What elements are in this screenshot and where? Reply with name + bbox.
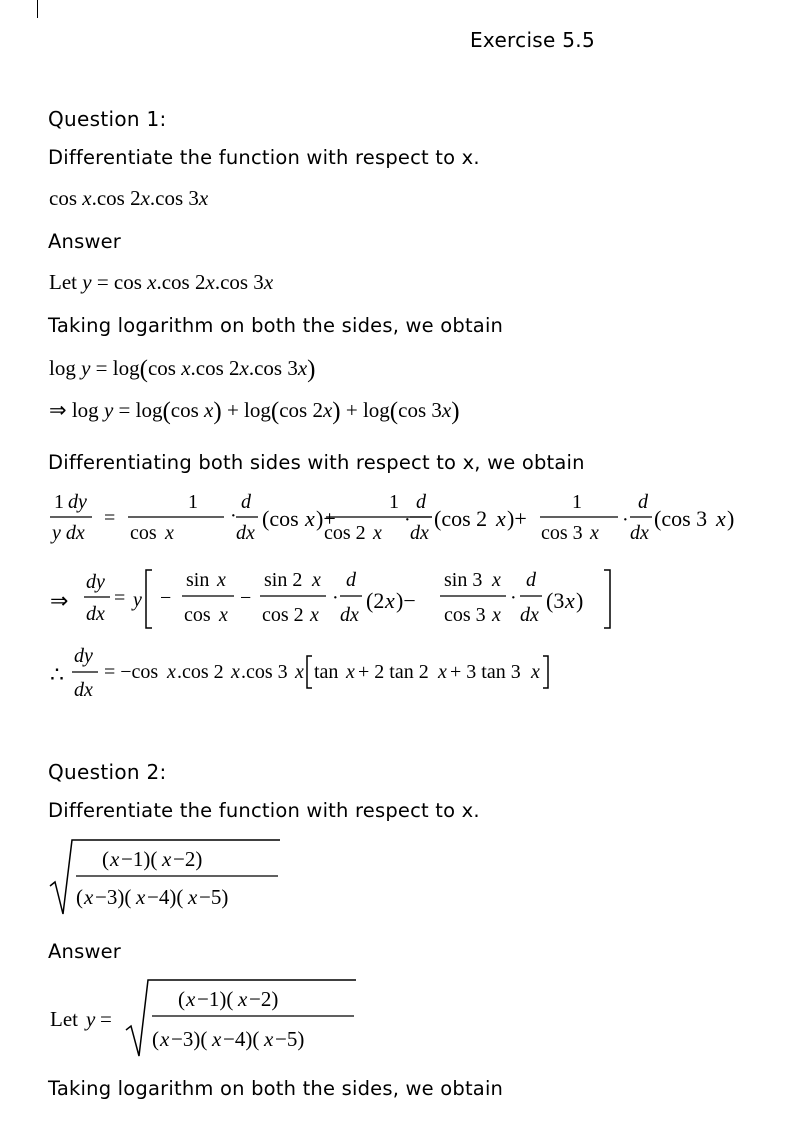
svg-text:cos 3: cos 3 [541,522,583,544]
svg-text:1: 1 [572,491,582,513]
svg-text:x: x [565,588,575,613]
question-2-prompt: Differentiate the function with respect to x. [48,799,480,822]
svg-text:x: x [716,506,726,531]
svg-text:x: x [160,1027,170,1051]
svg-text:sin 2: sin 2 [264,569,303,591]
svg-text:x: x [590,522,599,544]
svg-text:cos 2: cos 2 [262,604,304,626]
svg-text:x: x [219,604,228,626]
svg-text:x: x [531,661,540,683]
svg-text:.cos 2: .cos 2 [177,661,224,683]
svg-text:−: − [160,587,172,609]
question-1-step1-text: Taking logarithm on both the sides, we obtain [48,314,504,337]
svg-text:−2): −2) [173,847,203,871]
svg-text:cos: cos [184,604,211,626]
svg-text:−5): −5) [199,885,229,909]
svg-text:dx: dx [86,603,105,625]
svg-text:−3)(: −3)( [95,885,132,909]
svg-text:x: x [136,885,146,909]
svg-text:dx: dx [74,679,93,701]
svg-text:=: = [104,507,116,529]
svg-text:sin 3: sin 3 [444,569,483,591]
svg-text:y: y [133,589,142,611]
svg-text:−2): −2) [249,987,279,1011]
svg-text:(2: (2 [366,588,385,613]
svg-text:−5): −5) [275,1027,305,1051]
svg-text:.cos 3: .cos 3 [241,661,288,683]
svg-text:(3: (3 [546,588,565,613]
question-2-step1-text: Taking logarithm on both the sides, we obtain [48,1077,504,1100]
svg-text:·: · [332,587,339,609]
svg-text:−: − [240,587,252,609]
svg-text:x: x [167,661,176,683]
svg-text:x: x [295,661,304,683]
svg-text:(: ( [76,885,83,909]
svg-text:(: ( [102,847,109,871]
question-2-answer-label: Answer [48,940,122,963]
svg-text:x: x [186,987,196,1011]
question-1-let-line: Let y = cos x.cos 2x.cos 3x [49,270,274,294]
svg-text:x: x [217,569,226,591]
svg-text:d: d [638,491,648,513]
svg-text:x: x [492,569,501,591]
svg-text:)+: )+ [507,506,527,531]
svg-text:): ) [727,506,735,531]
svg-text:−1)(: −1)( [197,987,234,1011]
svg-text:−4)(: −4)( [147,885,184,909]
question-1-step2-text: Differentiating both sides with respect to x, we obtain [48,451,585,474]
svg-text:d: d [416,491,426,513]
svg-text:(: ( [178,987,185,1011]
svg-text:⇒: ⇒ [50,588,69,613]
svg-text:d: d [241,491,251,513]
question-2-let-line [44,974,384,1062]
svg-text:(cos: (cos [262,506,299,531]
svg-text:·: · [510,587,517,609]
svg-text:x: x [310,604,319,626]
svg-text:y dx: y dx [52,522,85,544]
svg-text:): ) [576,588,584,613]
svg-text:x: x [188,885,198,909]
question-1-log-line-1: log y = log(cos x.cos 2x.cos 3x) [49,356,316,383]
svg-text:x: x [110,847,120,871]
svg-text:x: x [212,1027,222,1051]
svg-text:+ 3 tan 3: + 3 tan 3 [450,661,521,683]
svg-text:x: x [238,987,248,1011]
svg-text:cos 2: cos 2 [324,522,366,544]
svg-text:)−: )− [396,588,416,613]
question-1-answer-label: Answer [48,230,122,253]
svg-text:)+: )+ [316,506,336,531]
svg-text:dy: dy [68,491,87,513]
question-1-title: Question 1: [48,107,167,131]
svg-text:x: x [305,506,315,531]
question-2-title: Question 2: [48,760,167,784]
question-2-function [44,836,304,920]
svg-text:dx: dx [410,522,429,544]
svg-text:x: x [496,506,506,531]
svg-text:·: · [230,505,237,527]
svg-text:= −cos: = −cos [104,661,159,683]
question-1-log-line-2: ⇒ log y = log(cos x) + log(cos 2x) + log(cos 3x) [49,398,460,425]
svg-text:(: ( [152,1027,159,1051]
margin-rule [37,0,38,18]
svg-text:dx: dx [630,522,649,544]
svg-text:cos: cos [130,522,157,544]
svg-text:dy: dy [86,571,105,593]
svg-text:x: x [231,661,240,683]
svg-text:d: d [526,569,536,591]
svg-text:(cos 3: (cos 3 [654,506,708,531]
svg-text:·: · [622,509,629,531]
svg-text:x: x [346,661,355,683]
exercise-title: Exercise 5.5 [470,28,595,52]
question-1-result-equation [44,642,664,708]
svg-text:+ 2 tan 2: + 2 tan 2 [358,661,429,683]
svg-text:−3)(: −3)( [171,1027,208,1051]
svg-text:y: y [86,1007,96,1031]
svg-text:dx: dx [340,604,359,626]
svg-text:−1)(: −1)( [121,847,158,871]
svg-text:sin: sin [186,569,210,591]
svg-text:x: x [84,885,94,909]
svg-text:x: x [165,522,174,544]
question-1-dydx-equation [44,566,664,636]
svg-text:x: x [312,569,321,591]
svg-text:x: x [492,604,501,626]
svg-text:d: d [346,569,356,591]
svg-text:tan: tan [314,661,339,683]
svg-text:−4)(: −4)( [223,1027,260,1051]
svg-text:1: 1 [54,491,64,513]
svg-text:dx: dx [236,522,255,544]
svg-text:1: 1 [389,491,399,513]
svg-text:Let: Let [50,1007,78,1031]
svg-text:x: x [162,847,172,871]
svg-text:dy: dy [74,645,93,667]
svg-text:(cos 2: (cos 2 [434,506,488,531]
svg-text:x: x [438,661,447,683]
svg-text:∴: ∴ [50,662,64,687]
svg-text:·: · [404,509,411,531]
question-1-prompt: Differentiate the function with respect to x. [48,146,480,169]
svg-text:x: x [264,1027,274,1051]
svg-text:=: = [100,1007,112,1031]
svg-text:dx: dx [520,604,539,626]
svg-text:=: = [114,587,126,609]
svg-text:x: x [373,522,382,544]
question-1-function: cos x.cos 2x.cos 3x [49,186,209,210]
question-1-diff-equation [44,486,744,556]
svg-text:1: 1 [188,491,198,513]
svg-text:x: x [385,588,395,613]
svg-text:cos 3: cos 3 [444,604,486,626]
